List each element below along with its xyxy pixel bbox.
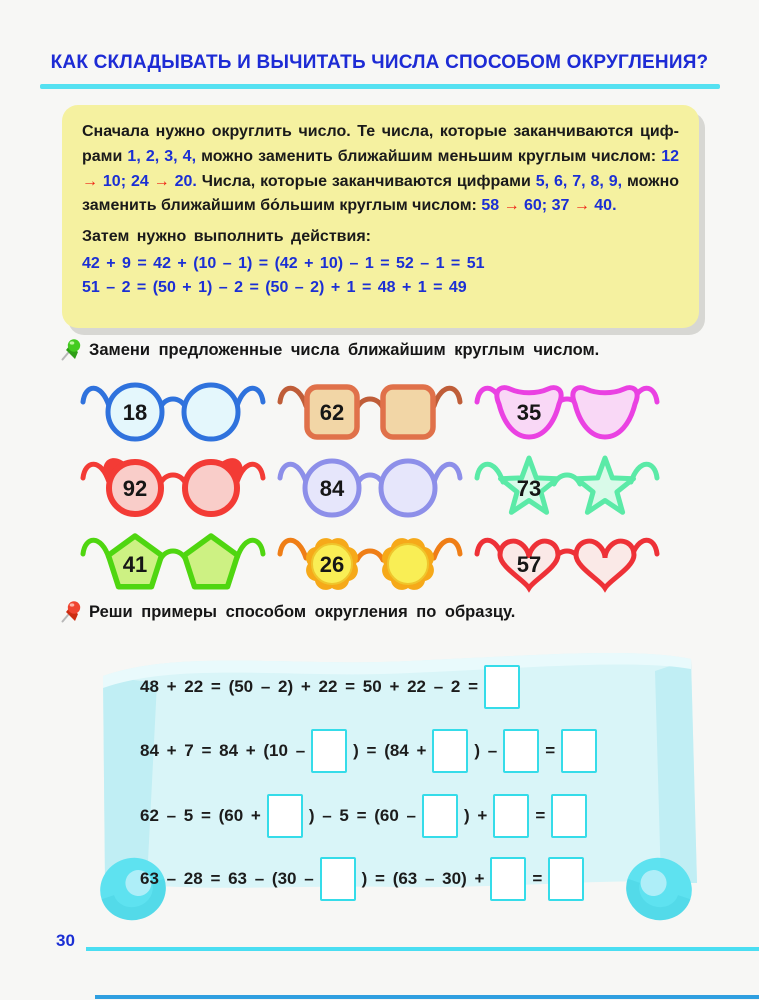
task-1 bbox=[60, 338, 599, 362]
glasses-item bbox=[275, 446, 465, 522]
glasses-graphic bbox=[472, 522, 662, 598]
answer-box[interactable] bbox=[561, 729, 597, 773]
text-segment: → bbox=[503, 197, 520, 215]
glasses-graphic bbox=[78, 522, 268, 598]
answer-box[interactable] bbox=[267, 794, 303, 838]
text-segment: можно заменить ближайшим бо́льшим круглым числом: bbox=[82, 172, 680, 215]
glasses-graphic bbox=[472, 446, 662, 522]
glasses-item bbox=[78, 370, 268, 446]
equation-text: 48 + 22 = (50 – 2) + 22 = 50 + 22 – 2 = bbox=[140, 677, 479, 696]
equation-row bbox=[140, 790, 593, 842]
equation-text: = bbox=[545, 741, 556, 760]
equation-text: 63 – 28 = 63 – (30 – bbox=[140, 869, 314, 888]
lens-number: 84 bbox=[319, 476, 345, 501]
glasses-graphic bbox=[78, 370, 268, 446]
lens-number: 92 bbox=[122, 476, 148, 501]
lens-number: 18 bbox=[122, 400, 148, 425]
equation-text: ) – bbox=[474, 741, 498, 760]
text-segment: Числа, которые заканчиваются цифрами bbox=[196, 172, 536, 190]
glasses-temple-left bbox=[280, 540, 306, 558]
text-segment: 1, 2, 3, 4, bbox=[127, 147, 197, 165]
info-example-2: 51 – 2 = (50 + 1) – 2 = (50 – 2) + 1 = 48 + 1 = 49 bbox=[82, 278, 467, 296]
lens-number: 57 bbox=[516, 552, 542, 577]
answer-box[interactable] bbox=[432, 729, 468, 773]
glasses-temple-left bbox=[280, 464, 306, 482]
glasses-temple-left bbox=[83, 540, 109, 558]
task-2-text: Реши примеры способом округления по образцу. bbox=[89, 602, 516, 621]
equation-text: 62 – 5 = (60 + bbox=[140, 806, 261, 825]
glasses-graphic bbox=[275, 522, 465, 598]
glasses-item bbox=[472, 522, 662, 598]
glasses-graphic bbox=[78, 446, 268, 522]
glasses-grid bbox=[78, 370, 669, 598]
green-pushpin-icon bbox=[60, 338, 82, 362]
answer-box[interactable] bbox=[320, 857, 356, 901]
answer-box[interactable] bbox=[548, 857, 584, 901]
text-segment: 58 bbox=[481, 197, 504, 215]
task-1-text: Замени предложенные числа ближайшим круглым числом. bbox=[89, 340, 600, 359]
task-2 bbox=[60, 600, 515, 624]
text-segment: 40. bbox=[589, 197, 617, 215]
equation-row bbox=[140, 853, 590, 905]
text-segment: 20. bbox=[169, 172, 197, 190]
answer-box[interactable] bbox=[493, 794, 529, 838]
glasses-bridge bbox=[160, 475, 186, 484]
glasses-bridge bbox=[357, 399, 383, 408]
lens-number: 41 bbox=[122, 552, 148, 577]
info-subheading: Затем нужно выполнить действия: bbox=[82, 228, 371, 246]
glasses-item bbox=[78, 446, 268, 522]
glasses-graphic bbox=[472, 370, 662, 446]
text-segment: 5, 6, 7, 8, 9, bbox=[535, 172, 623, 190]
glasses-temple-left bbox=[280, 388, 306, 406]
info-box bbox=[62, 105, 699, 328]
lens-number: 73 bbox=[516, 476, 542, 501]
red-pushpin-icon bbox=[60, 600, 82, 624]
text-segment: → bbox=[153, 172, 170, 190]
answer-box[interactable] bbox=[503, 729, 539, 773]
equation-text: ) = (63 – 30) + bbox=[361, 869, 485, 888]
answer-box[interactable] bbox=[490, 857, 526, 901]
bottom-page-edge bbox=[95, 995, 759, 999]
exercise-scroll bbox=[85, 631, 705, 941]
glasses-item bbox=[275, 522, 465, 598]
equation-row bbox=[140, 661, 526, 713]
text-segment: 12 bbox=[661, 147, 679, 165]
glasses-temple-right bbox=[237, 540, 263, 558]
glasses-temple-right bbox=[434, 464, 460, 482]
text-segment: 60; 37 bbox=[519, 197, 574, 215]
answer-box[interactable] bbox=[311, 729, 347, 773]
answer-box[interactable] bbox=[422, 794, 458, 838]
equation-text: = bbox=[532, 869, 543, 888]
equation-text: ) – 5 = (60 – bbox=[308, 806, 417, 825]
equation-row bbox=[140, 725, 603, 777]
glasses-temple-right bbox=[434, 540, 460, 558]
equation-text: ) = (84 + bbox=[353, 741, 427, 760]
glasses-item bbox=[78, 522, 268, 598]
glasses-item bbox=[472, 370, 662, 446]
glasses-graphic bbox=[275, 446, 465, 522]
glasses-item bbox=[472, 446, 662, 522]
glasses-temple-right bbox=[434, 388, 460, 406]
text-segment: → bbox=[82, 172, 98, 190]
text-segment: можно заменить ближайшим меньшим круглым числом: bbox=[196, 147, 662, 165]
info-example-1: 42 + 9 = 42 + (10 – 1) = (42 + 10) – 1 = 52 – 1 = 51 bbox=[82, 255, 485, 273]
page-title: КАК СКЛАДЫВАТЬ И ВЫЧИТАТЬ ЧИСЛА СПОСОБОМ ОКРУГЛЕНИЯ? bbox=[50, 52, 709, 73]
title-underline bbox=[40, 84, 720, 89]
answer-box[interactable] bbox=[551, 794, 587, 838]
text-segment: 10; 24 bbox=[98, 172, 154, 190]
page-number: 30 bbox=[56, 931, 75, 950]
glasses-graphic bbox=[275, 370, 465, 446]
answer-box[interactable] bbox=[484, 665, 520, 709]
lens-number: 26 bbox=[319, 552, 345, 577]
text-segment: → bbox=[573, 197, 590, 215]
glasses-bridge bbox=[357, 551, 383, 560]
glasses-item bbox=[275, 370, 465, 446]
lens-number: 62 bbox=[319, 400, 345, 425]
glasses-temple-left bbox=[83, 388, 109, 406]
text-segment: Сначала нужно округлить число. Те числа, которые заканчиваются цифрами bbox=[82, 123, 679, 165]
equation-text: = bbox=[535, 806, 546, 825]
equation-text: ) + bbox=[464, 806, 488, 825]
lens-number: 35 bbox=[516, 400, 542, 425]
equation-text: 84 + 7 = 84 + (10 – bbox=[140, 741, 306, 760]
info-paragraph bbox=[82, 120, 679, 219]
glasses-temple-right bbox=[237, 388, 263, 406]
footer-rule bbox=[86, 947, 759, 951]
